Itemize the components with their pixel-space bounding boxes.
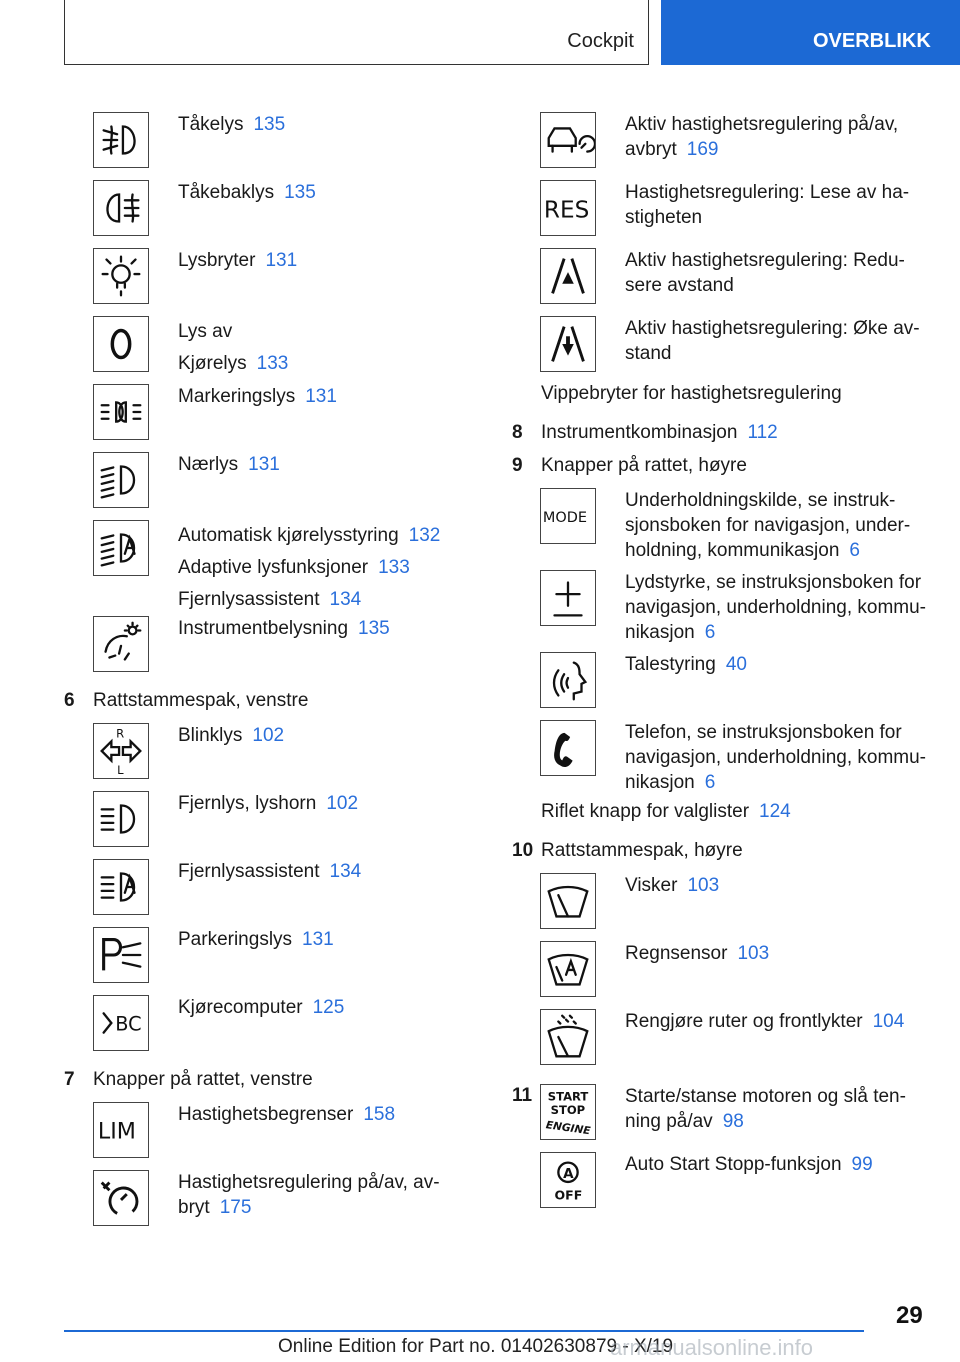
cruise-control-icon <box>93 1170 149 1226</box>
item-label: bryt <box>178 1197 210 1218</box>
item-label: Hastighetsbegrenser <box>178 1104 354 1125</box>
item-line <box>625 652 747 677</box>
page-reference-link[interactable]: 135 <box>253 114 286 135</box>
svg-text:ENGINE: ENGINE <box>545 1119 592 1138</box>
item-line <box>625 112 898 137</box>
item-text <box>625 941 769 966</box>
svg-text:START: START <box>547 1089 589 1104</box>
knurled-button-label-label: Riflet knapp for valglister <box>541 801 750 822</box>
item-line <box>625 595 926 620</box>
item-label: ning på/av <box>625 1111 713 1132</box>
start-stop-icon <box>540 1084 596 1140</box>
wiper-icon <box>540 873 596 929</box>
item-label: Talestyring <box>625 654 716 675</box>
section-number <box>64 690 75 712</box>
item-line <box>178 616 390 641</box>
page-reference-link[interactable]: 103 <box>687 875 720 896</box>
item-label: nikasjon <box>625 622 695 643</box>
item-line <box>178 859 361 884</box>
item-label: Automatisk kjørelysstyring <box>178 525 399 546</box>
item-label: Visker <box>625 875 678 896</box>
item-label: Rengjøre ruter og frontlykter <box>625 1011 863 1032</box>
section-heading-label: Rattstammespak, høyre <box>541 840 743 861</box>
item-line <box>178 927 334 952</box>
item-line <box>625 620 926 645</box>
auto-headlight-icon <box>93 520 149 576</box>
item-line <box>625 1152 873 1177</box>
parking-lights-icon <box>93 384 149 440</box>
item-label: Lys av <box>178 321 233 342</box>
page-reference-link[interactable]: 131 <box>302 929 334 950</box>
section-number <box>512 1085 532 1107</box>
page-reference-link[interactable]: 40 <box>725 654 747 675</box>
mode-icon <box>540 488 596 544</box>
item-line <box>178 1195 440 1220</box>
page-reference-link[interactable]: 125 <box>312 997 345 1018</box>
item-line <box>178 452 280 477</box>
distance-decrease-icon <box>540 248 596 304</box>
tab-overblikk[interactable] <box>661 0 960 65</box>
page-reference-link[interactable]: 132 <box>408 525 441 546</box>
item-text <box>178 723 284 748</box>
rain-sensor-icon <box>540 941 596 997</box>
item-label: Underholdningskilde, se instruk- <box>625 490 896 511</box>
item-line <box>178 584 440 616</box>
item-label: Telefon, se instruksjonsboken for <box>625 722 902 743</box>
item-label: navigasjon, underholdning, kommu- <box>625 597 927 618</box>
item-text <box>178 927 334 952</box>
item-line <box>178 348 288 380</box>
footer-divider <box>64 1330 864 1332</box>
page-reference-link[interactable]: 6 <box>704 622 716 643</box>
item-label: stand <box>625 343 672 364</box>
page-reference-link[interactable]: 133 <box>378 557 410 578</box>
light-switch-icon <box>93 248 149 304</box>
page-reference-link[interactable]: 103 <box>737 943 770 964</box>
item-label: stigheten <box>625 207 703 228</box>
section-number <box>512 840 533 862</box>
item-text <box>625 180 909 230</box>
page-reference-link[interactable]: 98 <box>722 1111 744 1132</box>
item-text <box>178 112 285 137</box>
phone-icon <box>540 720 596 776</box>
item-label: Blinklys <box>178 725 243 746</box>
svg-text:STOP: STOP <box>550 1102 586 1117</box>
item-line <box>625 316 920 341</box>
item-line <box>625 273 905 298</box>
item-text <box>178 1102 395 1127</box>
page-reference-link[interactable]: 169 <box>686 139 719 160</box>
page-reference-link[interactable]: 6 <box>849 540 860 561</box>
section-heading <box>93 690 308 712</box>
item-line <box>625 205 909 230</box>
item-text <box>178 452 280 477</box>
page-reference-link[interactable]: 102 <box>252 725 285 746</box>
active-cruise-icon <box>540 112 596 168</box>
lights-off-icon <box>93 316 149 372</box>
item-label: Aktiv hastighetsregulering: Øke av- <box>625 318 920 339</box>
header-box <box>64 0 649 65</box>
item-label: Markeringslys <box>178 386 296 407</box>
page-reference-link[interactable]: 131 <box>305 386 337 407</box>
section-number-label: 10 <box>512 840 534 861</box>
item-line <box>625 1009 904 1034</box>
page-reference-link[interactable]: 175 <box>219 1197 252 1218</box>
item-label: navigasjon, underholdning, kommu- <box>625 747 927 768</box>
section-number-label: 6 <box>64 690 75 711</box>
item-label: Fjernlysassistent <box>178 861 320 882</box>
page-reference-link[interactable]: 135 <box>284 182 316 203</box>
page-reference-link[interactable]: 134 <box>329 861 362 882</box>
rear-fog-light-icon <box>93 180 149 236</box>
page-reference-link[interactable]: 104 <box>872 1011 905 1032</box>
item-label: Hastighetsregulering: Lese av ha- <box>625 182 910 203</box>
distance-increase-icon <box>540 316 596 372</box>
bc-icon <box>93 995 149 1051</box>
item-text <box>178 248 297 273</box>
item-text <box>178 180 316 205</box>
high-beam-icon <box>93 791 149 847</box>
item-line <box>625 538 910 563</box>
item-line <box>178 248 297 273</box>
item-text <box>625 1084 906 1134</box>
high-beam-assist-icon <box>93 859 149 915</box>
item-line <box>178 1170 440 1195</box>
item-line <box>178 552 440 584</box>
res-icon <box>540 180 596 236</box>
item-text <box>625 112 898 162</box>
item-line <box>625 137 898 162</box>
section-title: Cockpit <box>567 30 634 52</box>
item-text <box>625 488 910 563</box>
item-text <box>178 520 440 616</box>
item-label: Starte/stanse motoren og slå ten- <box>625 1086 906 1107</box>
rocker-switch-label <box>541 383 842 405</box>
watermark: armanualsonline.info <box>610 1335 814 1360</box>
volume-icon <box>540 570 596 626</box>
item-label: Regnsensor <box>625 943 728 964</box>
section-heading-label: Rattstammespak, venstre <box>93 690 309 711</box>
svg-text:A: A <box>563 1166 574 1183</box>
item-label: Kjørelys <box>178 353 247 374</box>
item-label: avbryt <box>625 139 677 160</box>
item-label: Hastighetsregulering på/av, av- <box>178 1172 440 1193</box>
item-text <box>178 859 361 884</box>
item-text <box>625 316 920 366</box>
section-number <box>512 455 523 477</box>
page-reference-link[interactable]: 158 <box>363 1104 396 1125</box>
page-reference-link[interactable]: 102 <box>326 793 359 814</box>
section-heading-label: Knapper på rattet, høyre <box>541 455 747 476</box>
item-label: holdning, kommunikasjon <box>625 540 840 561</box>
item-text <box>625 248 905 298</box>
item-line <box>178 723 284 748</box>
tab-label: OVERBLIKK <box>813 30 931 52</box>
item-line <box>625 770 926 795</box>
svg-text:RES: RES <box>543 197 590 224</box>
item-line <box>178 384 337 409</box>
instrument-lighting-icon <box>93 616 149 672</box>
item-line <box>625 873 719 898</box>
knurled-button-label <box>541 801 791 823</box>
item-text <box>625 1152 873 1177</box>
section-number-label: 7 <box>64 1069 75 1090</box>
page-reference-link[interactable]: 131 <box>265 250 298 271</box>
item-line <box>178 180 316 205</box>
item-line <box>178 520 440 552</box>
item-label: sjonsboken for navigasjon, under- <box>625 515 911 536</box>
item-text <box>625 873 719 898</box>
item-label: Aktiv hastighetsregulering: Redu- <box>625 250 905 271</box>
page-reference-link[interactable]: 134 <box>329 589 362 610</box>
svg-text:R: R <box>116 726 125 741</box>
item-line <box>625 1084 906 1109</box>
item-label: sere avstand <box>625 275 734 296</box>
section-number <box>64 1069 75 1091</box>
fog-light-icon <box>93 112 149 168</box>
item-text <box>178 616 390 641</box>
section-heading <box>541 422 778 444</box>
section-number-label: 11 <box>512 1085 533 1106</box>
page-reference-link[interactable]: 133 <box>256 353 289 374</box>
page-reference-link[interactable]: 135 <box>358 618 390 639</box>
low-beam-icon <box>93 452 149 508</box>
item-label: Adaptive lysfunksjoner <box>178 557 369 578</box>
item-label: Tåkebaklys <box>178 182 275 203</box>
section-heading <box>541 840 743 862</box>
item-line <box>178 316 288 348</box>
item-label: Parkeringslys <box>178 929 293 950</box>
item-line <box>625 180 909 205</box>
page-reference-link[interactable]: 112 <box>747 422 778 443</box>
edition-text: Online Edition for Part no. 01402630879 - X/19 <box>278 1336 674 1357</box>
rocker-switch-label-label: Vippebryter for hastighetsregulering <box>541 383 842 404</box>
page-reference-link[interactable]: 6 <box>704 772 716 793</box>
item-label: Fjernlysassistent <box>178 589 320 610</box>
page-reference-link[interactable]: 124 <box>759 801 791 822</box>
item-text <box>178 791 358 816</box>
item-line <box>178 1102 395 1127</box>
svg-text:LIM: LIM <box>97 1118 136 1145</box>
item-label: nikasjon <box>625 772 695 793</box>
section-number-label: 8 <box>512 422 523 443</box>
item-text <box>625 570 926 645</box>
item-label: Lysbryter <box>178 250 256 271</box>
item-label: Tåkelys <box>178 114 244 135</box>
item-label: Aktiv hastighetsregulering på/av, <box>625 114 899 135</box>
item-line <box>625 720 926 745</box>
item-label: Lydstyrke, se instruksjonsboken for <box>625 572 922 593</box>
item-line <box>625 341 920 366</box>
section-number-label: 9 <box>512 455 523 476</box>
item-label: Nærlys <box>178 454 239 475</box>
item-line <box>625 513 910 538</box>
turn-signal-icon <box>93 723 149 779</box>
item-line <box>625 745 926 770</box>
parking-light-p-icon <box>93 927 149 983</box>
item-text <box>625 652 747 677</box>
item-line <box>625 248 905 273</box>
item-label: Fjernlys, lyshorn <box>178 793 317 814</box>
item-line <box>625 941 769 966</box>
page-reference-link[interactable]: 99 <box>851 1154 873 1175</box>
item-text <box>178 995 344 1020</box>
item-line <box>178 112 285 137</box>
item-text <box>625 720 926 795</box>
item-text <box>178 1170 440 1220</box>
svg-text:OFF: OFF <box>554 1187 583 1203</box>
item-label: Kjørecomputer <box>178 997 303 1018</box>
section-heading-label: Knapper på rattet, venstre <box>93 1069 313 1090</box>
item-line <box>625 488 910 513</box>
svg-text:L: L <box>117 763 124 778</box>
item-label: Instrumentbelysning <box>178 618 349 639</box>
item-text <box>178 384 337 409</box>
item-line <box>178 791 358 816</box>
section-number <box>512 422 523 444</box>
item-line <box>625 570 926 595</box>
svg-text:BC: BC <box>115 1012 142 1036</box>
svg-text:MODE: MODE <box>542 509 588 526</box>
page-reference-link[interactable]: 131 <box>248 454 280 475</box>
item-line <box>625 1109 906 1134</box>
auto-start-stop-icon <box>540 1152 596 1208</box>
item-text <box>178 316 288 380</box>
page-number: 29 <box>896 1302 923 1329</box>
item-text <box>625 1009 904 1034</box>
washer-icon <box>540 1009 596 1065</box>
lim-icon <box>93 1102 149 1158</box>
section-heading <box>93 1069 313 1091</box>
item-line <box>178 995 344 1020</box>
section-heading <box>541 455 747 477</box>
item-label: Auto Start Stopp-funksjon <box>625 1154 842 1175</box>
voice-control-icon <box>540 652 596 708</box>
section-heading-label: Instrumentkombinasjon <box>541 422 738 443</box>
